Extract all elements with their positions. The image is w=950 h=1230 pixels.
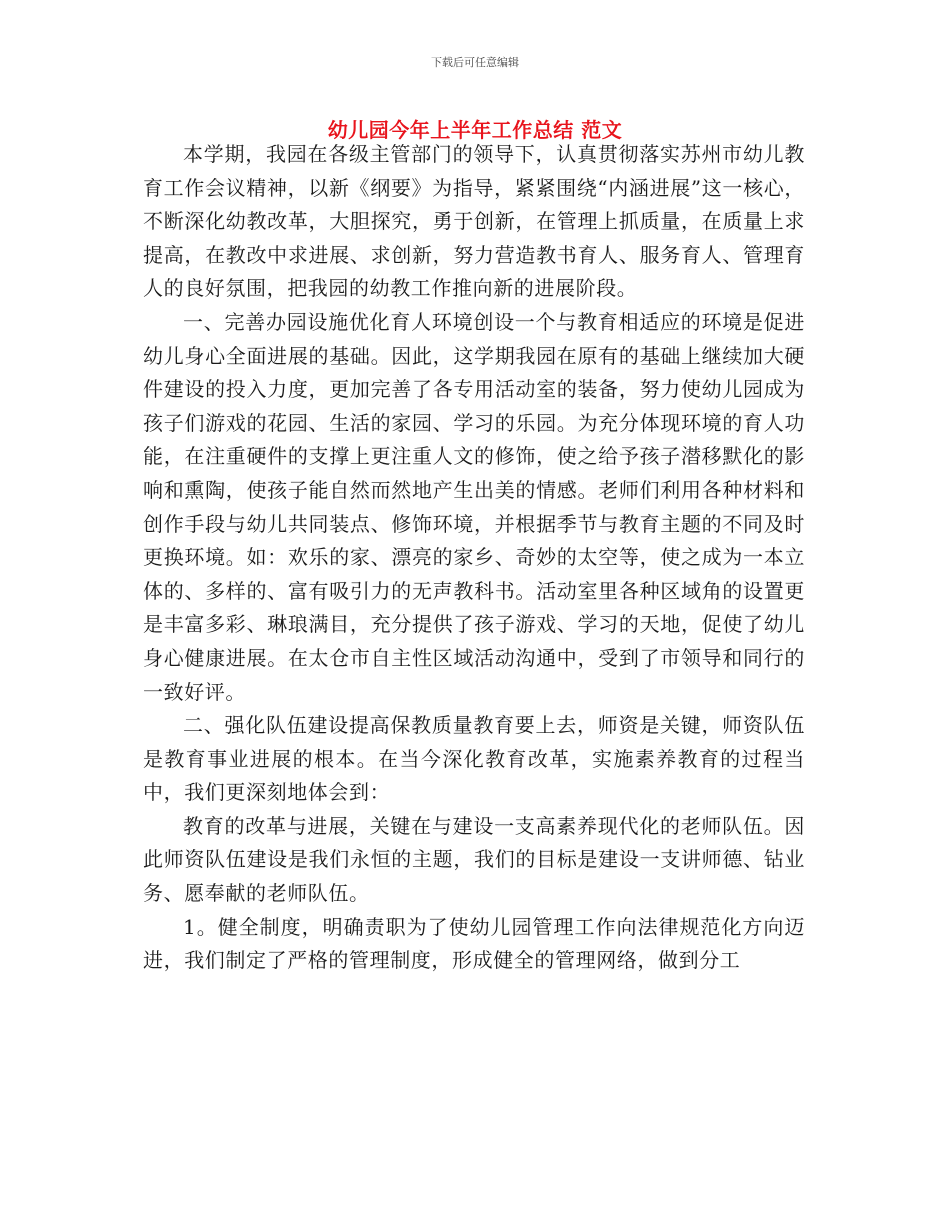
- paragraph-section-1: 一、完善办园设施优化育人环境创设一个与教育相适应的环境是促进幼儿身心全面进展的基础。因此，这学期我园在原有的基础上继续加大硬件建设的投入力度，更加完善了各专用活动室的装备，努力使幼儿园成为孩子们游戏的花园、生活的家园、学习的乐园。为充分体现环境的育人功能，在注重硬件的支撑上更注重人文的修饰，使之给予孩子潜移默化的影响和熏陶，使孩子能自然而然地产生出美的情感。老师们利用各种材料和创作手段与幼儿共同装点、修饰环境，并根据季节与教育主题的不同及时更换环境。如：欢乐的家、漂亮的家乡、奇妙的太空等，使之成为一本立体的、多样的、富有吸引力的无声教科书。活动室里各种区域角的设置更是丰富多彩、琳琅满目，充分提供了孩子游戏、学习的天地，促使了幼儿身心健康进展。在太仓市自主性区域活动沟通中，受到了市领导和同行的一致好评。: [143, 309, 805, 704]
- paragraph-teacher-team: 教育的改革与进展，关键在与建设一支高素养现代化的老师队伍。因此师资队伍建设是我们永恒的主题，我们的目标是建设一支讲师德、钻业务、愿奉献的老师队伍。: [143, 813, 805, 906]
- document-title: 幼儿园今年上半年工作总结 范文: [327, 118, 623, 142]
- paragraph-item-1: 1。健全制度，明确责职为了使幼儿园管理工作向法律规范化方向迈进，我们制定了严格的管理制度，形成健全的管理网络，做到分工: [143, 914, 805, 973]
- paragraph-section-2: 二、强化队伍建设提高保教质量教育要上去，师资是关键，师资队伍是教育事业进展的根本。在当今深化教育改革，实施素养教育的过程当中，我们更深刻地体会到：: [143, 713, 805, 805]
- paragraph-intro: 本学期，我园在各级主管部门的领导下，认真贯彻落实苏州市幼儿教育工作会议精神，以新《纲要》为指导，紧紧围绕“内涵进展”这一核心，不断深化幼教改革，大胆探究，勇于创新，在管理上抓质量，在质量上求提高，在教改中求进展、求创新，努力营造教书育人、服务育人、管理育人的良好氛围，把我园的幼教工作推向新的进展阶段。: [143, 142, 805, 301]
- header-note: 下载后可任意编辑: [431, 56, 519, 69]
- document-body: [143, 138, 805, 978]
